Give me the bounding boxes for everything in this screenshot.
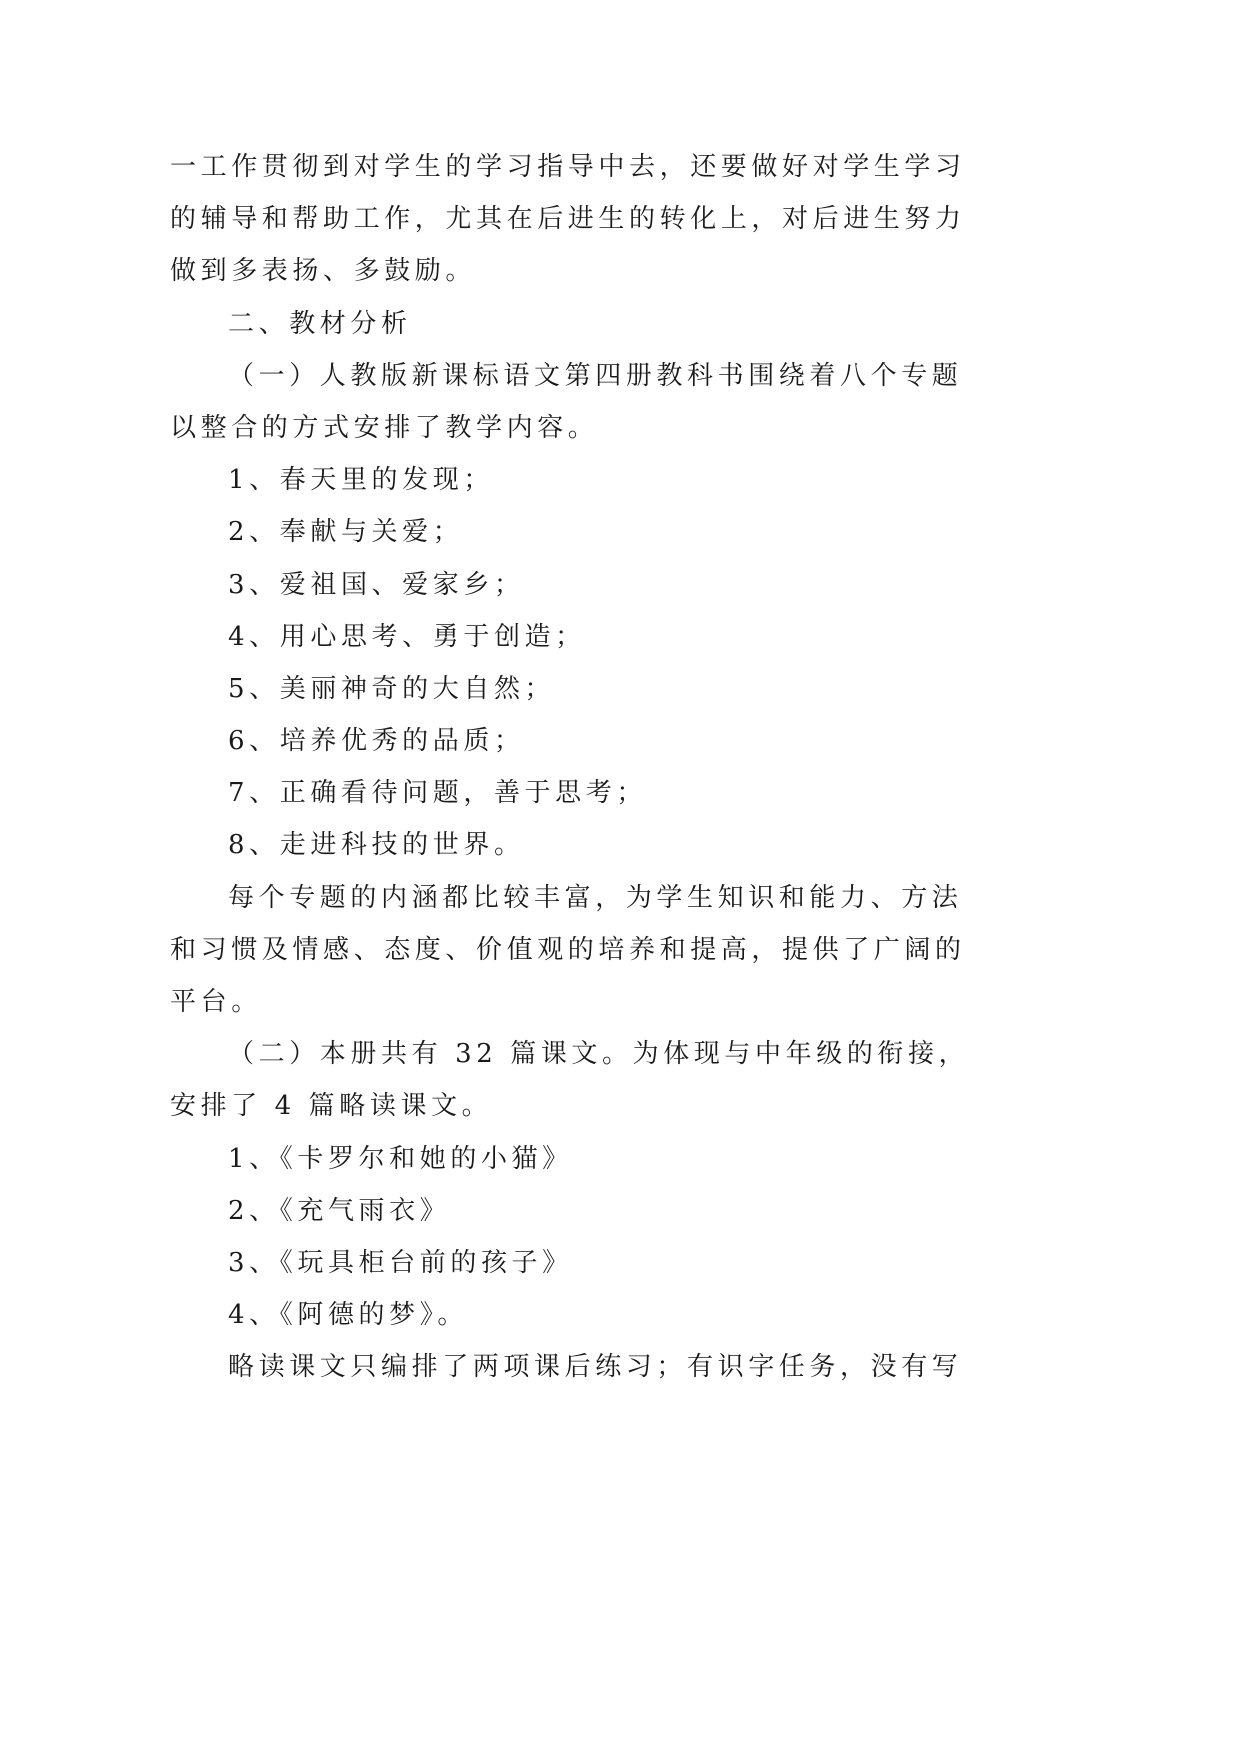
list-item: 2、奉献与关爱； [228, 517, 464, 548]
list-item: 1、春天里的发现； [228, 465, 494, 496]
list-item: 2、《充气雨衣》 [228, 1195, 451, 1226]
text-line: 和习惯及情感、态度、价值观的培养和提高，提供了广阔的 [170, 934, 966, 965]
text-line: 每个专题的内涵都比较丰富，为学生知识和能力、方法 [228, 882, 963, 913]
text-line: 做到多表扬、多鼓励。 [170, 256, 477, 287]
text-line: （一）人教版新课标语文第四册教科书围绕着八个专题 [228, 360, 963, 391]
list-item: 5、美丽神奇的大自然； [228, 673, 556, 704]
text-line: 一工作贯彻到对学生的学习指导中去，还要做好对学生学习 [170, 152, 966, 182]
text-line: 以整合的方式安排了教学内容。 [170, 412, 599, 443]
section-heading: 二、教材分析 [228, 308, 412, 339]
text-line: 略读课文只编排了两项课后练习；有识字任务，没有写 [228, 1352, 963, 1383]
list-item: 7、正确看待问题，善于思考； [228, 778, 647, 809]
text-line: （二）本册共有 32 篇课文。为体现与中年级的衔接， [228, 1039, 970, 1070]
text-line: 平台。 [170, 987, 262, 1017]
list-item: 8、走进科技的世界。 [228, 830, 525, 861]
list-item: 3、《玩具柜台前的孩子》 [228, 1247, 573, 1278]
list-item: 1、《卡罗尔和她的小猫》 [228, 1143, 573, 1174]
text-line: 安排了 4 篇略读课文。 [170, 1091, 493, 1122]
list-item: 6、培养优秀的品质； [228, 726, 525, 757]
list-item: 4、用心思考、勇于创造； [228, 621, 586, 652]
text-line: 的辅导和帮助工作，尤其在后进生的转化上，对后进生努力 [170, 204, 966, 235]
list-item: 3、爱祖国、爱家乡； [228, 569, 525, 600]
list-item: 4、《阿德的梦》。 [228, 1300, 468, 1331]
document-page [170, 141, 970, 1394]
